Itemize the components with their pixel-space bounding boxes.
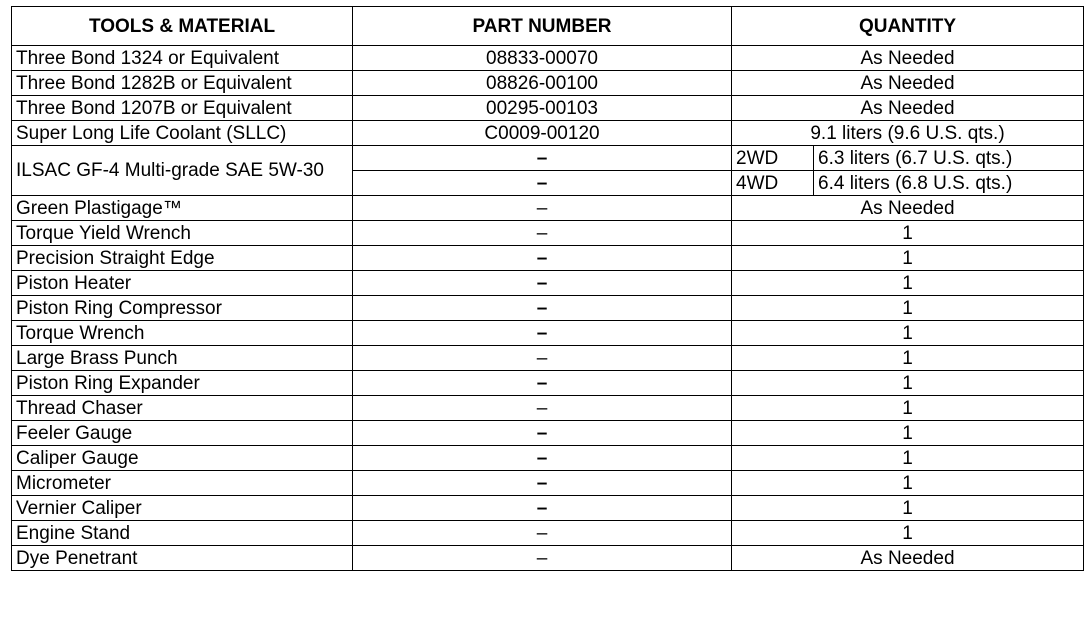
table-row [12, 246, 1084, 271]
part-number: – [353, 221, 732, 246]
table-row [12, 296, 1084, 321]
header-quantity: QUANTITY [732, 7, 1084, 46]
tool-name: Engine Stand [12, 521, 353, 546]
tool-name: Torque Yield Wrench [12, 221, 353, 246]
part-number: – [353, 371, 732, 396]
quantity: As Needed [732, 196, 1084, 221]
part-number: – [353, 346, 732, 371]
tool-name: Piston Heater [12, 271, 353, 296]
part-number: – [353, 446, 732, 471]
part-number: – [353, 171, 732, 196]
tool-name: Three Bond 1207B or Equivalent [12, 96, 353, 121]
table-row [12, 71, 1084, 96]
header-tools-material: TOOLS & MATERIAL [12, 7, 353, 46]
part-number: – [353, 396, 732, 421]
table-row [12, 521, 1084, 546]
drive-type: 4WD [732, 171, 814, 196]
tools-material-table [11, 6, 1084, 571]
tool-name: Feeler Gauge [12, 421, 353, 446]
tool-name: Dye Penetrant [12, 546, 353, 571]
quantity: 1 [732, 271, 1084, 296]
table-row [12, 96, 1084, 121]
quantity: 1 [732, 296, 1084, 321]
tool-name: Thread Chaser [12, 396, 353, 421]
tool-name: Piston Ring Expander [12, 371, 353, 396]
tool-name: Large Brass Punch [12, 346, 353, 371]
part-number: 08826-00100 [353, 71, 732, 96]
quantity: 1 [732, 421, 1084, 446]
table-row [12, 396, 1084, 421]
quantity: As Needed [732, 546, 1084, 571]
table-row [12, 46, 1084, 71]
table-row [12, 121, 1084, 146]
part-number: – [353, 421, 732, 446]
drive-type: 2WD [732, 146, 814, 171]
tool-name: Piston Ring Compressor [12, 296, 353, 321]
tool-name: Three Bond 1324 or Equivalent [12, 46, 353, 71]
table-row [12, 421, 1084, 446]
tool-name: Super Long Life Coolant (SLLC) [12, 121, 353, 146]
part-number: – [353, 196, 732, 221]
part-number: 08833-00070 [353, 46, 732, 71]
tool-name: Three Bond 1282B or Equivalent [12, 71, 353, 96]
table-row [12, 546, 1084, 571]
table-row [12, 496, 1084, 521]
quantity: As Needed [732, 96, 1084, 121]
part-number: – [353, 246, 732, 271]
oil-amount: 6.4 liters (6.8 U.S. qts.) [814, 171, 1084, 196]
quantity: As Needed [732, 46, 1084, 71]
quantity: 1 [732, 496, 1084, 521]
oil-amount: 6.3 liters (6.7 U.S. qts.) [814, 146, 1084, 171]
quantity: 1 [732, 471, 1084, 496]
tool-name: Vernier Caliper [12, 496, 353, 521]
tool-name: Torque Wrench [12, 321, 353, 346]
part-number: 00295-00103 [353, 96, 732, 121]
tool-name: Micrometer [12, 471, 353, 496]
quantity: 1 [732, 371, 1084, 396]
part-number: – [353, 321, 732, 346]
table-row [12, 221, 1084, 246]
table-row [12, 346, 1084, 371]
part-number: – [353, 496, 732, 521]
table-row [12, 471, 1084, 496]
table-row [12, 271, 1084, 296]
table-row [12, 321, 1084, 346]
quantity: 1 [732, 246, 1084, 271]
quantity: 1 [732, 521, 1084, 546]
part-number: – [353, 546, 732, 571]
tool-name: Green Plastigage™ [12, 196, 353, 221]
table-row [12, 371, 1084, 396]
quantity: 9.1 liters (9.6 U.S. qts.) [732, 121, 1084, 146]
quantity: 1 [732, 396, 1084, 421]
quantity: 1 [732, 321, 1084, 346]
part-number: – [353, 146, 732, 171]
part-number: – [353, 471, 732, 496]
tool-name: Caliper Gauge [12, 446, 353, 471]
quantity: As Needed [732, 71, 1084, 96]
part-number: – [353, 296, 732, 321]
quantity: 1 [732, 446, 1084, 471]
table-row [12, 446, 1084, 471]
quantity: 1 [732, 221, 1084, 246]
part-number: – [353, 521, 732, 546]
table-row-oil-2wd [12, 146, 1084, 171]
table-row [12, 196, 1084, 221]
quantity: 1 [732, 346, 1084, 371]
part-number: – [353, 271, 732, 296]
header-part-number: PART NUMBER [353, 7, 732, 46]
part-number: C0009-00120 [353, 121, 732, 146]
header-row [12, 7, 1084, 46]
tool-name: Precision Straight Edge [12, 246, 353, 271]
tool-name-oil: ILSAC GF-4 Multi-grade SAE 5W-30 [12, 146, 353, 196]
